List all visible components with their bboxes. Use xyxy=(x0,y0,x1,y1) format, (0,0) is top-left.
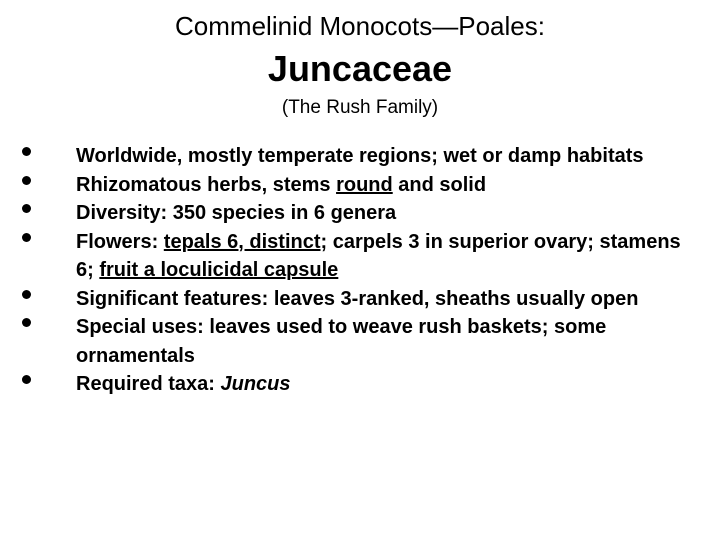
bullet-text-pre: Rhizomatous herbs, stems xyxy=(76,173,337,196)
bullet-dot-icon xyxy=(22,290,31,299)
bullet-text-italic: Juncus xyxy=(220,373,291,395)
bullet-item-uses xyxy=(22,313,702,370)
bullet-text: Diversity: 350 species in 6 genera xyxy=(76,202,397,224)
bullet-text-post: and solid xyxy=(392,173,487,196)
bullet-dot-icon xyxy=(22,318,31,327)
bullet-item-diversity xyxy=(22,199,702,228)
bullet-item-habit xyxy=(22,171,702,200)
bullet-text: Worldwide, mostly temperate regions; wet or damp habitats xyxy=(76,145,644,167)
bullet-text-underlined: round xyxy=(336,173,393,196)
slide-title: Juncaceae xyxy=(267,48,453,89)
bullet-dot-icon xyxy=(22,176,31,185)
bullet-dot-icon xyxy=(22,204,31,213)
bullet-text-underlined: tepals 6, distinct xyxy=(163,230,321,253)
bullet-text: Special uses: leaves used to weave rush baskets; some ornamentals xyxy=(76,316,607,367)
bullet-item-flowers xyxy=(22,228,702,285)
bullet-dot-icon xyxy=(22,375,31,384)
bullet-item-features xyxy=(22,285,702,314)
bullet-item-taxa xyxy=(22,370,702,399)
bullet-text: Significant features: leaves 3-ranked, sheaths usually open xyxy=(76,287,639,310)
bullet-text-pre: Required taxa: xyxy=(76,373,221,395)
bullet-text-underlined: fruit a loculicidal capsule xyxy=(99,259,339,281)
bullet-text-mid: ; carpels 3 in superior ovary; stamens 6; xyxy=(76,230,681,281)
slide-subtitle: (The Rush Family) xyxy=(281,97,439,118)
bullet-dot-icon xyxy=(22,233,31,242)
bullet-item-distribution xyxy=(22,142,702,171)
bullet-list xyxy=(22,142,702,399)
bullet-dot-icon xyxy=(22,147,31,156)
bullet-text-pre: Flowers: xyxy=(76,230,164,253)
slide-supertitle: Commelinid Monocots—Poales: xyxy=(175,11,545,41)
